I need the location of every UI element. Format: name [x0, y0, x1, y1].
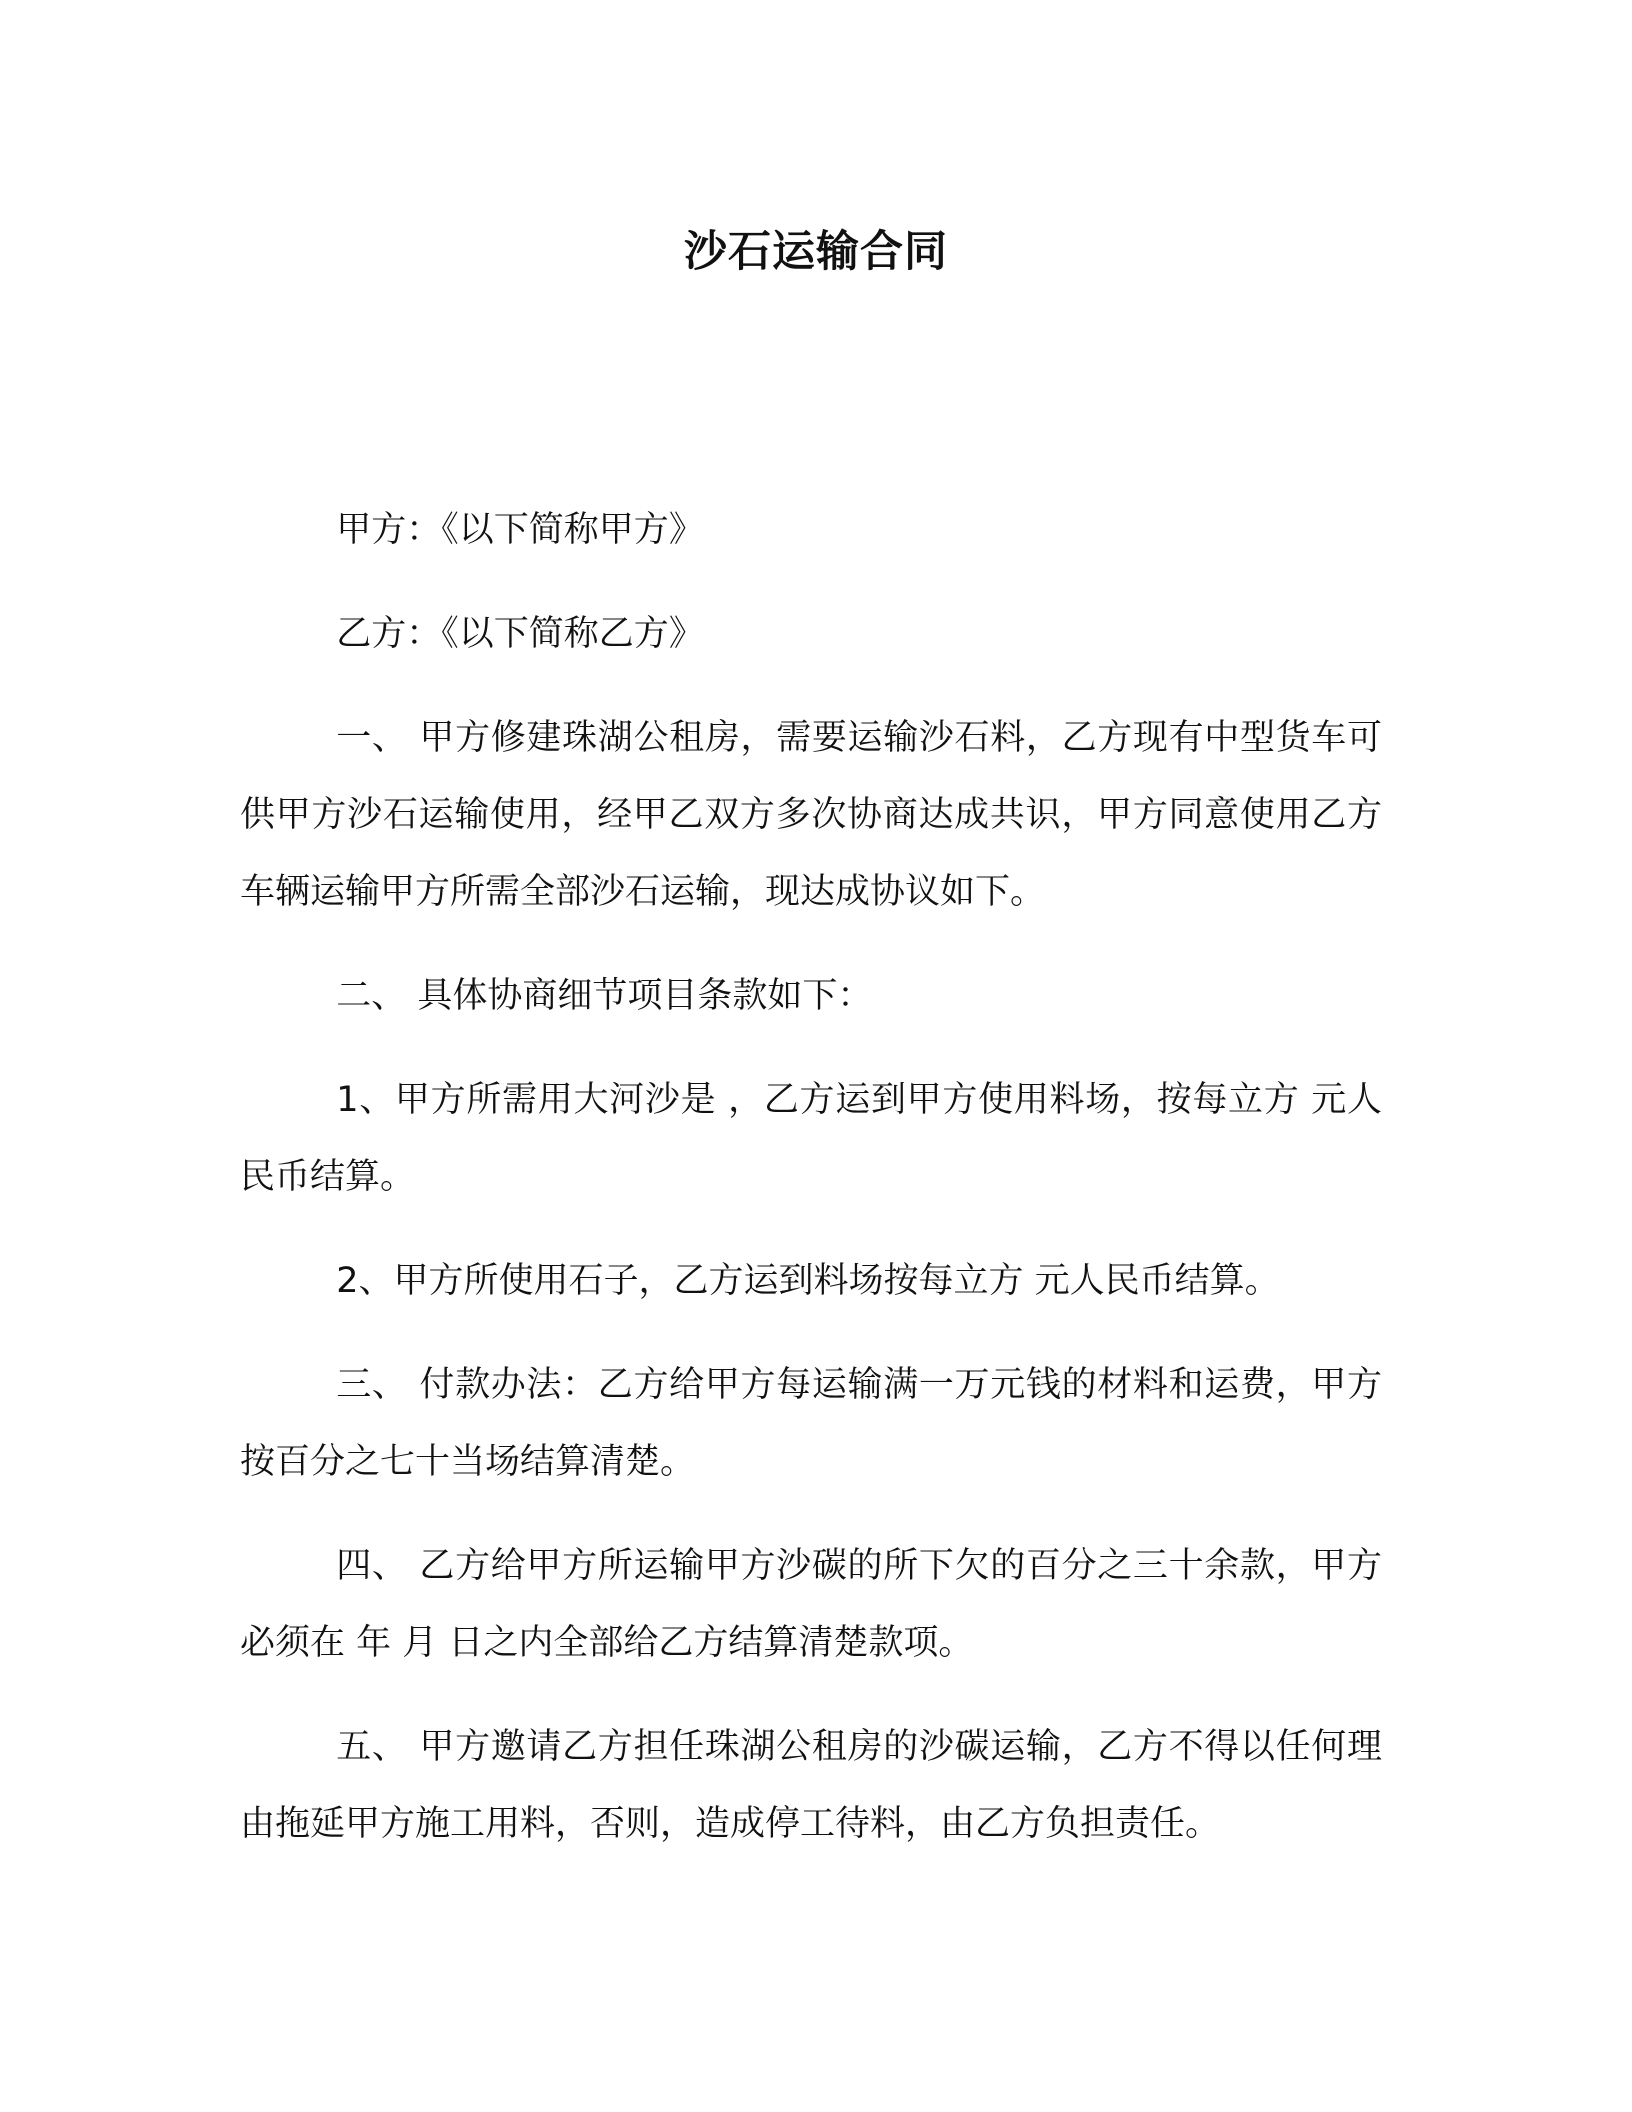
- clause-two-item-2: 2、甲方所使用石子，乙方运到料场按每立方 元人民币结算。: [336, 1261, 1280, 1301]
- document-title: 沙石运输合同: [684, 227, 948, 277]
- clause-three: 三、 付款办法：乙方给甲方每运输满一万元钱的材料和运费，甲方按百分之七十当场结算清楚。: [240, 1365, 1382, 1482]
- clause-one: 一、 甲方修建珠湖公租房，需要运输沙石料，乙方现有中型货车可供甲方沙石运输使用，经甲乙双方多次协商达成共识，甲方同意使用乙方车辆运输甲方所需全部沙石运输，现达成协议如下。: [240, 718, 1382, 912]
- clause-five: 五、 甲方邀请乙方担任珠湖公租房的沙碳运输，乙方不得以任何理由拖延甲方施工用料，否则，造成停工待料，由乙方负担责任。: [240, 1727, 1382, 1844]
- party-b-line: 乙方：《以下简称乙方》: [336, 614, 704, 654]
- clause-two-item-1: 1、甲方所需用大河沙是 ，乙方运到甲方使用料场，按每立方 元人民币结算。: [240, 1080, 1382, 1197]
- clause-two: 二、 具体协商细节项目条款如下：: [336, 976, 873, 1016]
- party-a-line: 甲方：《以下简称甲方》: [336, 510, 704, 550]
- document-body: [240, 492, 1382, 1863]
- clause-four: 四、 乙方给甲方所运输甲方沙碳的所下欠的百分之三十余款，甲方必须在 年 月 日之内全部给乙方结算清楚款项。: [240, 1546, 1382, 1663]
